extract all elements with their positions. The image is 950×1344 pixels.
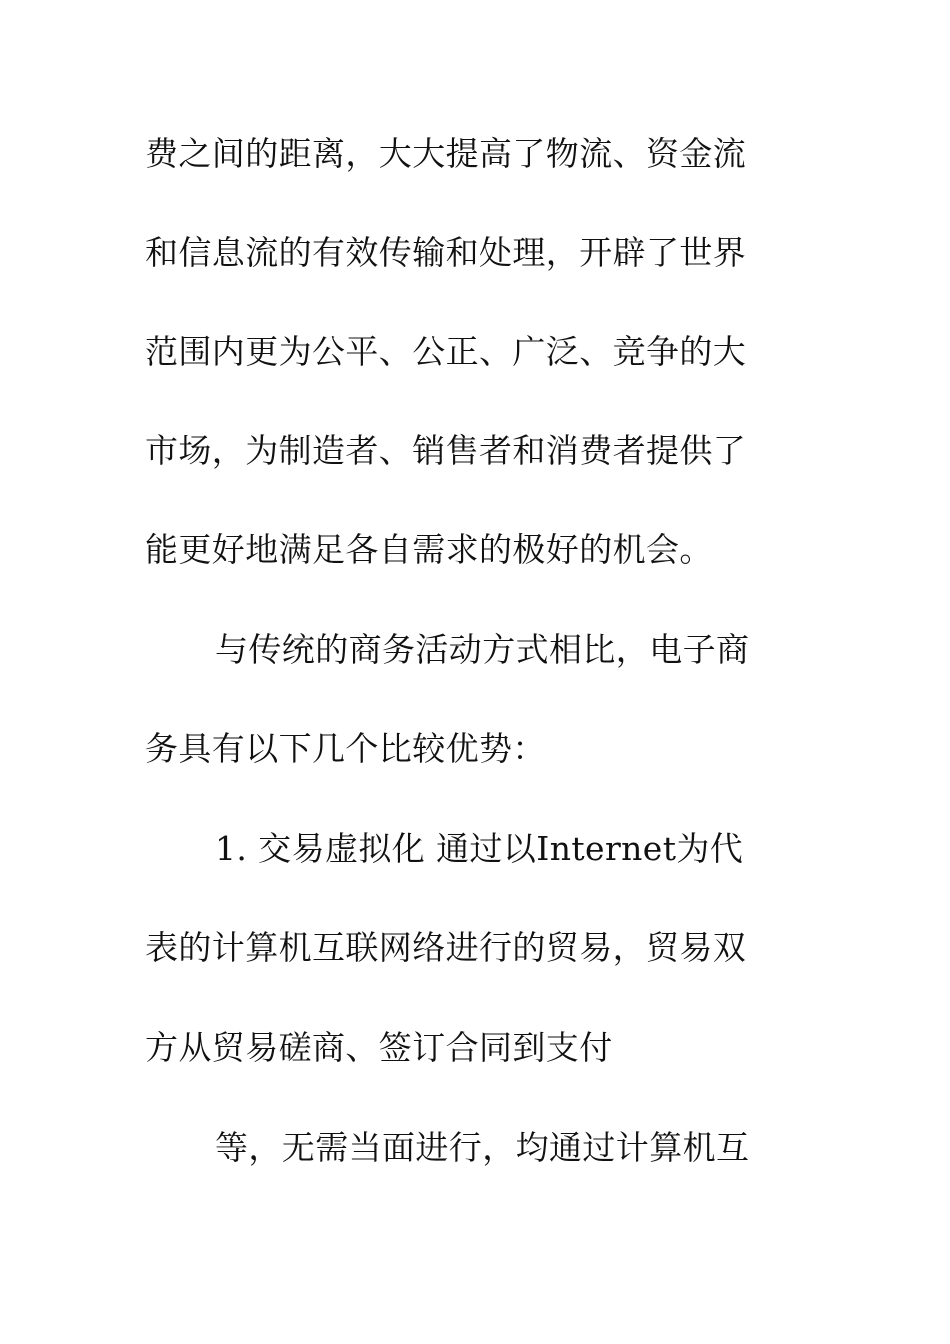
text-line: 方从贸易磋商、签订合同到支付 <box>145 1028 613 1067</box>
text-line: 市场，为制造者、销售者和消费者提供了 <box>145 431 747 470</box>
text-line: 表的计算机互联网络进行的贸易，贸易双 <box>145 928 747 967</box>
text-line: 范围内更为公平、公正、广泛、竞争的大 <box>145 332 747 371</box>
text-line: 费之间的距离，大大提高了物流、资金流 <box>145 134 747 173</box>
paragraph-first-line: 与传统的商务活动方式相比，电子商 <box>215 630 750 669</box>
text-line: 能更好地满足各自需求的极好的机会。 <box>145 530 713 569</box>
text-line: 务具有以下几个比较优势： <box>145 729 546 768</box>
text-line: 和信息流的有效传输和处理，开辟了世界 <box>145 233 747 272</box>
numbered-item-line: 1. 交易虚拟化 通过以Internet为代 <box>215 829 744 868</box>
paragraph-first-line: 等，无需当面进行，均通过计算机互 <box>215 1128 750 1167</box>
